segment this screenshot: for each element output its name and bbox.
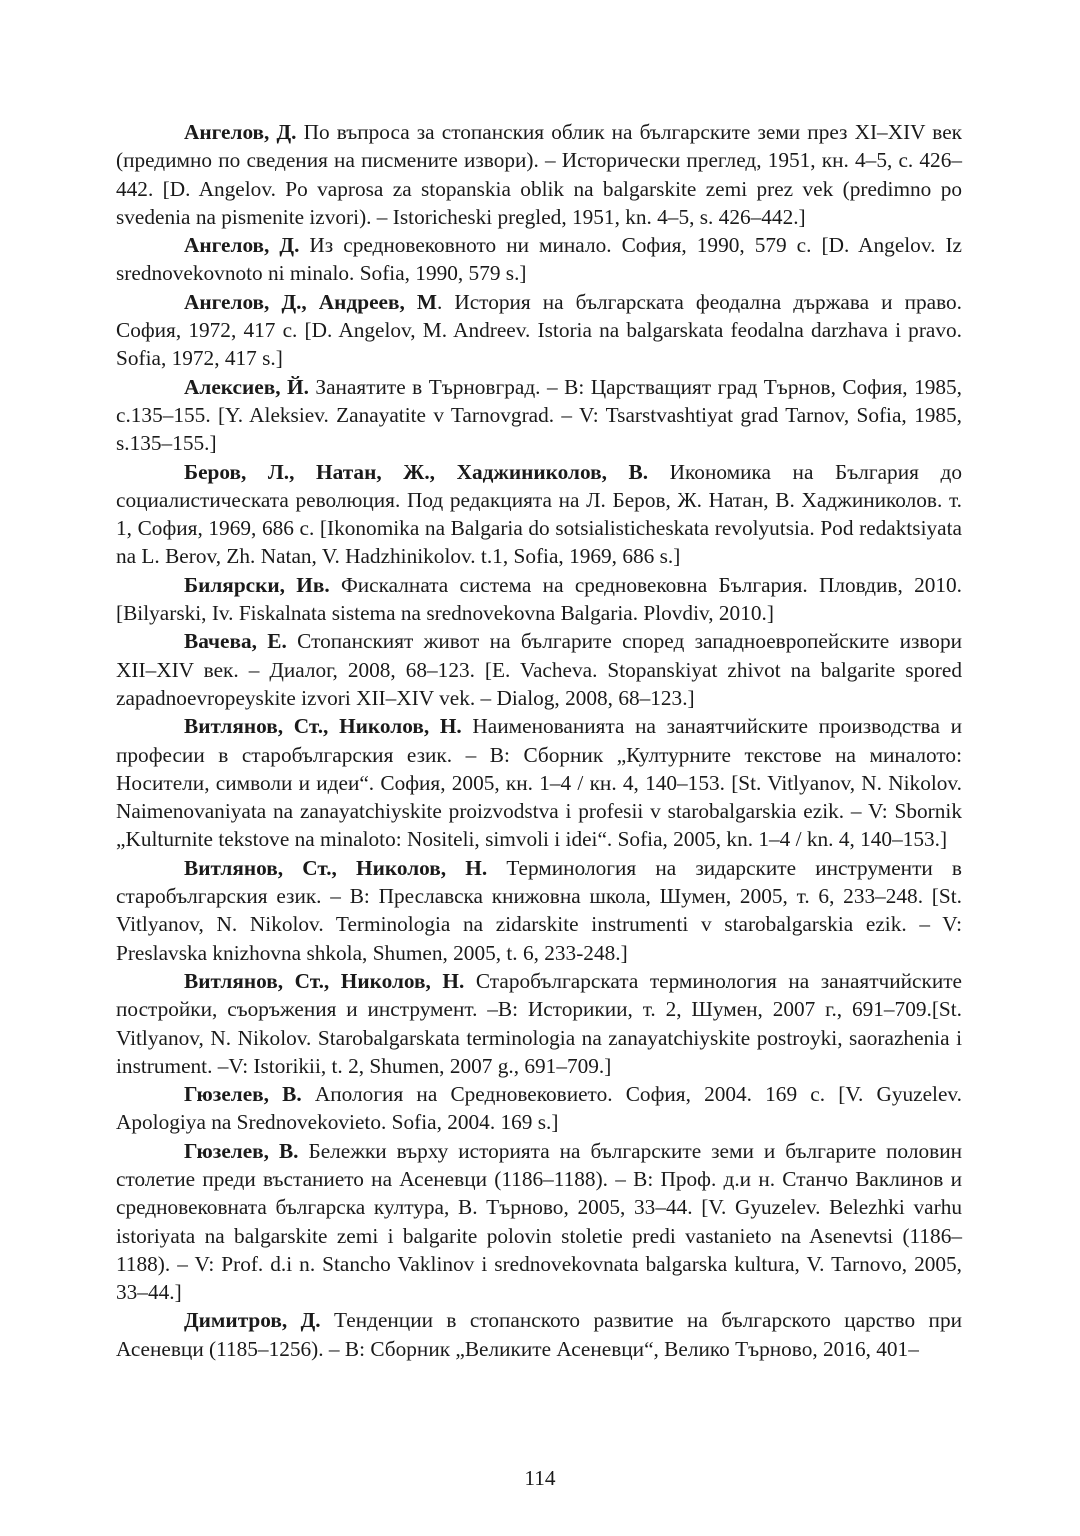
entry-text: По въпроса за стопанския облик на българските земи през XI–XIV век (предимно по сведения на писмените извори). – Исторически преглед, 1951, кн. 4–5, с. 426–442. [D. Angelov. Po vaprosa za stopanskia oblik na balgarskite zemi prez vek (predimno po svedenia na pismenite izvori). – Istoricheski pregled, 1951, kn. 4–5, s. 426–442.] (116, 120, 963, 229)
entry-text: . История на българската феодална държава и право. София, 1972, 417 с. [D. Angelov, M. Andreev. Istoria na balgarskata feodalna darzhava i pravo. Sofia, 1972, 417 s.] (116, 289, 962, 371)
entry-author: Витлянов, Ст., Николов, Н. (184, 855, 488, 880)
entry-text: Старобългарската терминология на занаятчийските постройки, съоръжения и инструмент. –В: Историкии, т. 2, Шумен, 2007 г., 691–709.[St. Vitlyanov, N. Nikolov. Starobalgarskata terminologia na zanayatchiyskite postroyki, saorazhenia i instrument. –V: Istorikii, t. 2, Shumen, 2007 g., 691–709.] (116, 968, 962, 1078)
entry-author: Билярски, Ив. (184, 572, 330, 597)
entry-text: Тенденции в стопанското развитие на българското царство при Асеневци (1185–1256). – В: Сборник „Великите Асеневци“, Велико Търново, 2016, 401– (116, 1308, 962, 1361)
entry-text: Наименованията на занаятчийските производства и професии в старобългарския език. – В: Сборник „Културните текстове на миналото: Носители, символи и идеи“. София, 2005, кн. 1–4 / кн. 4, 140–153. [St. Vitlyanov, N. Nikolov. Naimenovaniyata na zanayatchiyskite proizvodstva i profesii v starobalgarskia ezik. – V: Sbornik „Kulturnite tekstove na minaloto: Nositeli, simvoli i idei“. Sofia, 2005, kn. 1–4 / kn. 4, 140–153.] (116, 714, 962, 852)
entry-author: Алексиев, Й. (184, 374, 309, 399)
bibliography-entry (116, 231, 962, 288)
entry-text: Фискалната система на средновековна България. Пловдив, 2010. [Bilyarski, Iv. Fiskalnata sistema na srednovekovna Balgaria. Plovdiv, 2010.] (116, 572, 962, 626)
entry-text: Занаятите в Търновград. – В: Царстващият град Търнов, София, 1985, с.135–155. [Y. Aleksiev. Zanayatite v Tarnovgrad. – V: Tsarstvashtiyat grad Tarnov, Sofia, 1985, s.135–155.] (116, 374, 962, 456)
bibliography-entry (116, 458, 962, 571)
entry-text: Апология на Средновековието. София, 2004. 169 с. [V. Gyuzelev. Apologiya na Srednovekovieto. Sofia, 2004. 169 s.] (116, 1082, 962, 1135)
entry-text: Икономика на България до социалистическата революция. Под редакцията на Л. Беров, Ж. Натан, В. Хаджиниколов. т. 1, София, 1969, 686 с. [Ikonomika na Balgaria do sotsialisticheskata revolyutsia. Pod redaktsiyata na L. Berov, Zh. Natan, V. Hadzhinikolov. t.1, Sofia, 1969, 686 s.] (116, 459, 962, 569)
bibliography-entry (116, 288, 962, 373)
bibliography-entry (116, 712, 962, 853)
entry-author: Витлянов, Ст., Николов, Н. (184, 968, 465, 993)
bibliography-list (116, 118, 962, 1363)
entry-author: Витлянов, Ст., Николов, Н. (184, 714, 462, 739)
bibliography-entry (116, 118, 962, 231)
bibliography-entry (116, 373, 962, 458)
entry-author: Гюзелев, В. (184, 1082, 302, 1107)
entry-author: Гюзелев, В. (184, 1138, 299, 1163)
bibliography-entry (116, 854, 962, 967)
bibliography-entry (116, 1306, 962, 1363)
entry-text: Терминология на зидарските инструменти в старобългарския език. – В: Преславска книжовна школа, Шумен, 2005, т. 6, 233–248. [St. Vitlyanov, N. Nikolov. Terminologia na zidarskite instrumenti v starobalgarskia ezik. – V: Preslavska knizhovna shkola, Shumen, 2005, t. 6, 233-248.] (116, 855, 962, 965)
entry-author: Ангелов, Д. (184, 120, 297, 144)
entry-author: Вачева, Е. (184, 629, 287, 654)
bibliography-entry (116, 967, 962, 1080)
entry-author: Димитров, Д. (184, 1308, 321, 1333)
entry-author: Ангелов, Д. (184, 233, 300, 258)
entry-author: Ангелов, Д., Андреев, М (184, 289, 437, 314)
entry-text: Из средновековното ни минало. София, 1990, 579 с. [D. Angelov. Iz srednovekovnoto ni minalo. Sofia, 1990, 579 s.] (116, 233, 962, 286)
entry-text: Стопанският живот на българите според западноевропейските извори XII–XIV век. – Диалог, 2008, 68–123. [E. Vacheva. Stopanskiyat zhivot na balgarite spored zapadnoevropeyskite izvori XII–XIV vek. – Dialog, 2008, 68–123.] (116, 629, 962, 710)
bibliography-entry (116, 1137, 962, 1307)
bibliography-entry (116, 571, 962, 628)
page-number: 114 (524, 1466, 556, 1490)
entry-author: Беров, Л., Натан, Ж., Хаджиниколов, В. (184, 459, 649, 484)
bibliography-entry (116, 1080, 962, 1137)
bibliography-entry (116, 627, 962, 712)
entry-text: Бележки върху историята на българските земи и българите половин столетие преди въстанието на Асеневци (1186–1188). – В: Проф. д.и н. Станчо Ваклинов и средновековната българска култура, В. Търново, 2005, 33–44. [V. Gyuzelev. Belezhki varhu istoriyata na balgarskite zemi i balgarite polovin stoletie predi vastanieto na Asenevtsi (1186–1188). – V: Prof. d.i n. Stancho Vaklinov i srednovekovnata balgarska kultura, V. Tarnovo, 2005, 33–44.] (116, 1138, 962, 1305)
